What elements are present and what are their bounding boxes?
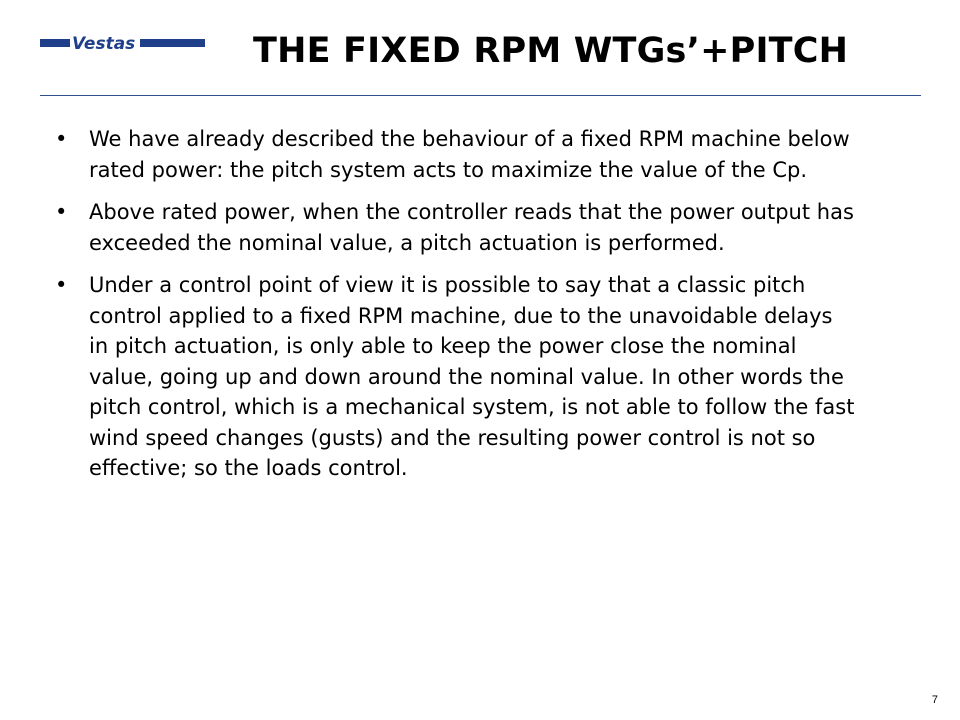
vestas-logo — [40, 34, 205, 54]
bullet-list — [55, 124, 855, 496]
bullet-item — [55, 197, 855, 258]
bullet-text: Under a control point of view it is possible to say that a classic pitch control applied to a fixed RPM machine, due to the unavoidable delays in pitch actuation, is only able to keep the power close the nominal value, going up and down around the nominal value. In other words the pitch control, which is a mechanical system, is not able to follow the fast wind speed changes (gusts) and the resulting power control is not so effective; so the loads control. — [89, 273, 855, 480]
bullet-item — [55, 270, 855, 484]
bullet-text: We have already described the behaviour of a fixed RPM machine below rated power: the pitch system acts to maximize the value of the Cp. — [89, 127, 850, 182]
slide-title: THE FIXED RPM WTGs’+PITCH — [253, 31, 849, 71]
bullet-text: Above rated power, when the controller reads that the power output has exceeded the nominal value, a pitch actuation is performed. — [89, 200, 854, 255]
bullet-point-icon: • — [55, 200, 68, 224]
bullet-point-icon: • — [55, 127, 68, 151]
title-divider — [40, 95, 921, 96]
svg-text:Vestas: Vestas — [72, 34, 136, 54]
bullet-item — [55, 124, 855, 185]
page-number: 7 — [931, 694, 938, 706]
bullet-point-icon: • — [55, 273, 68, 297]
